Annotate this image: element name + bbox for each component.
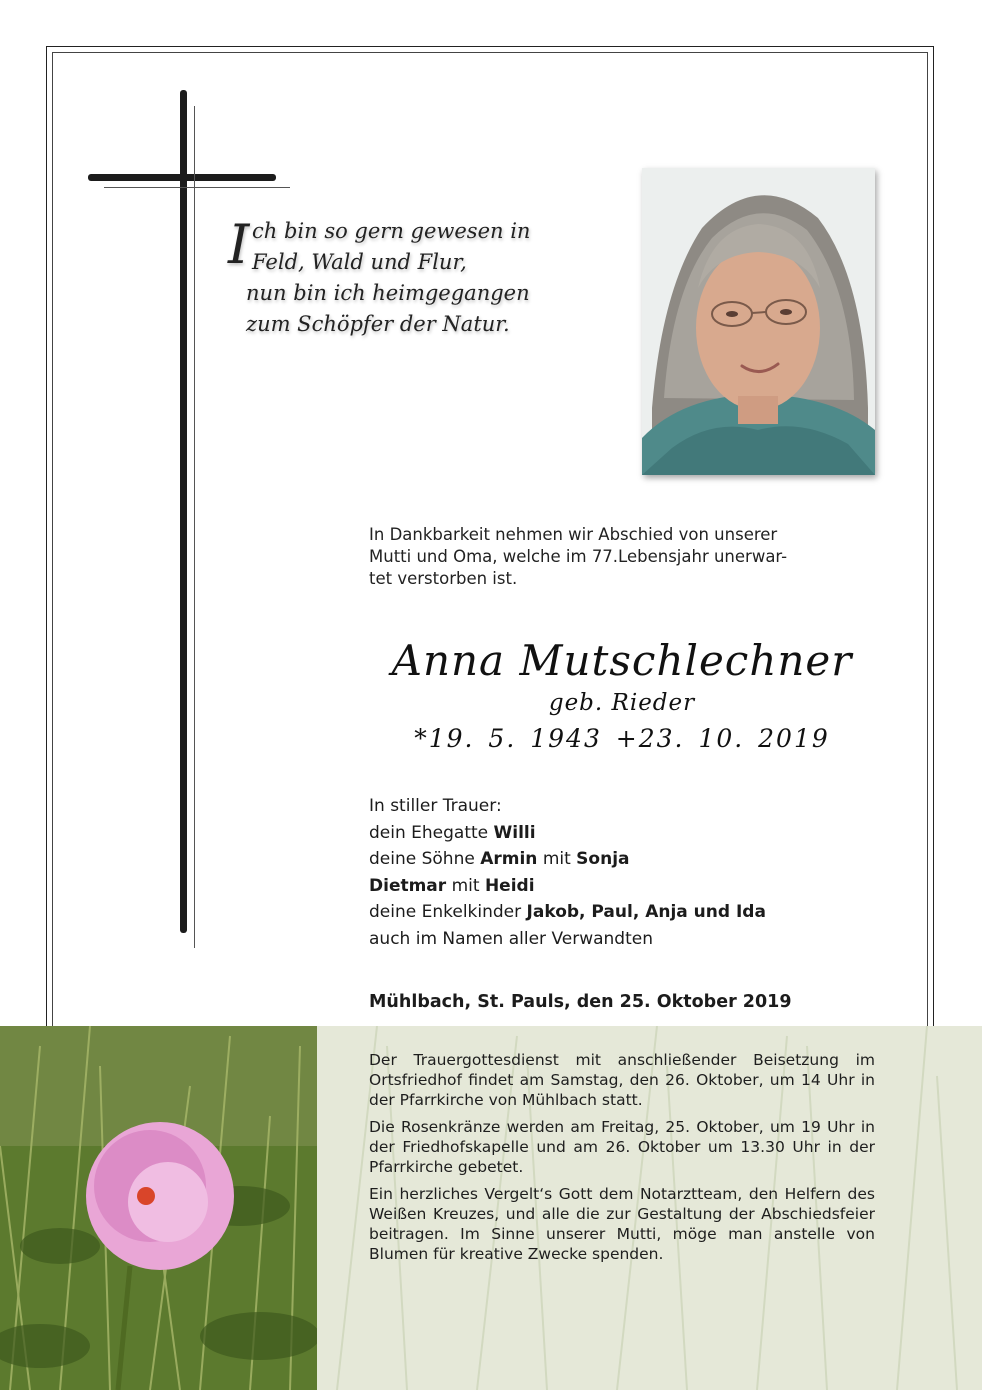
mourners-list bbox=[369, 793, 889, 952]
intro-line-3: tet verstorben ist. bbox=[369, 569, 518, 588]
intro-line-2: Mutti und Oma, welche im 77.Lebensjahr unerwar- bbox=[369, 547, 788, 566]
mourner-son-2 bbox=[369, 873, 889, 900]
intro-text bbox=[369, 524, 875, 590]
cross-horizontal-bar bbox=[88, 174, 276, 181]
son-1-name: Armin bbox=[480, 849, 538, 869]
poem-line-4: zum Schöpfer der Natur. bbox=[246, 312, 510, 336]
life-dates: *19. 5. 1943 +23. 10. 2019 bbox=[414, 724, 830, 753]
partner-1-name: Sonja bbox=[576, 849, 630, 869]
grandchildren-names: Jakob, Paul, Anja und Ida bbox=[526, 902, 766, 922]
grandchildren-prefix: deine Enkelkinder bbox=[369, 902, 522, 922]
intro-line-1: In Dankbarkeit nehmen wir Abschied von unserer bbox=[369, 525, 778, 544]
with-2: mit bbox=[451, 875, 480, 896]
mourner-grandchildren bbox=[369, 899, 889, 926]
with-1: mit bbox=[542, 849, 571, 869]
rose-meadow-image bbox=[0, 1026, 317, 1390]
service-paragraph-2: Die Rosenkränze werden am Freitag, 25. Oktober, um 19 Uhr in der Friedhofskapelle und am 26. Oktober um 13.30 Uhr in der Pfarrkirche gebetet. bbox=[369, 1118, 875, 1176]
spouse-prefix: dein Ehegatte bbox=[369, 822, 489, 843]
mourners-heading: In stiller Trauer: bbox=[369, 796, 502, 816]
spouse-name: Willi bbox=[493, 822, 536, 843]
service-paragraph-1: Der Trauergottesdienst mit anschließender Beisetzung im Ortsfriedhof findet am Samstag, den 26. Oktober, um 14 Uhr in der Pfarrkirche von Mühlbach statt. bbox=[369, 1051, 875, 1109]
place-and-date: Mühlbach, St. Pauls, den 25. Oktober 2019 bbox=[369, 992, 792, 1012]
service-details bbox=[369, 1050, 875, 1271]
mourner-sons bbox=[369, 846, 889, 873]
poem bbox=[228, 213, 548, 340]
poem-line-3: nun bin ich heimgegangen bbox=[246, 281, 530, 305]
partner-2-name: Heidi bbox=[484, 875, 535, 896]
poem-dropcap: I bbox=[228, 213, 250, 276]
sons-prefix: deine Söhne bbox=[369, 849, 475, 869]
deceased-name: Anna Mutschlechner bbox=[391, 636, 853, 685]
mourner-spouse bbox=[369, 820, 889, 847]
portrait-photo bbox=[642, 168, 875, 475]
mourner-relatives: auch im Namen aller Verwandten bbox=[369, 928, 653, 949]
poem-line-1: ch bin so gern gewesen in bbox=[252, 219, 531, 243]
portrait-image bbox=[642, 168, 875, 475]
cross-horizontal-line bbox=[104, 187, 290, 188]
cross-vertical-bar bbox=[180, 90, 187, 933]
cross-vertical-line bbox=[194, 106, 195, 948]
maiden-name: geb. Rieder bbox=[548, 690, 696, 716]
son-2-name: Dietmar bbox=[369, 875, 447, 896]
service-paragraph-3: Ein herzliches Vergelt‘s Gott dem Notarztteam, den Helfern des Weißen Kreuzes, und alle die zur Gestaltung der Abschiedsfeier beitragen. Im Sinne unserer Mutti, möge man anstelle von Blumen für kreative Zwecke spenden. bbox=[369, 1185, 875, 1263]
poem-line-2: Feld, Wald und Flur, bbox=[252, 250, 467, 274]
